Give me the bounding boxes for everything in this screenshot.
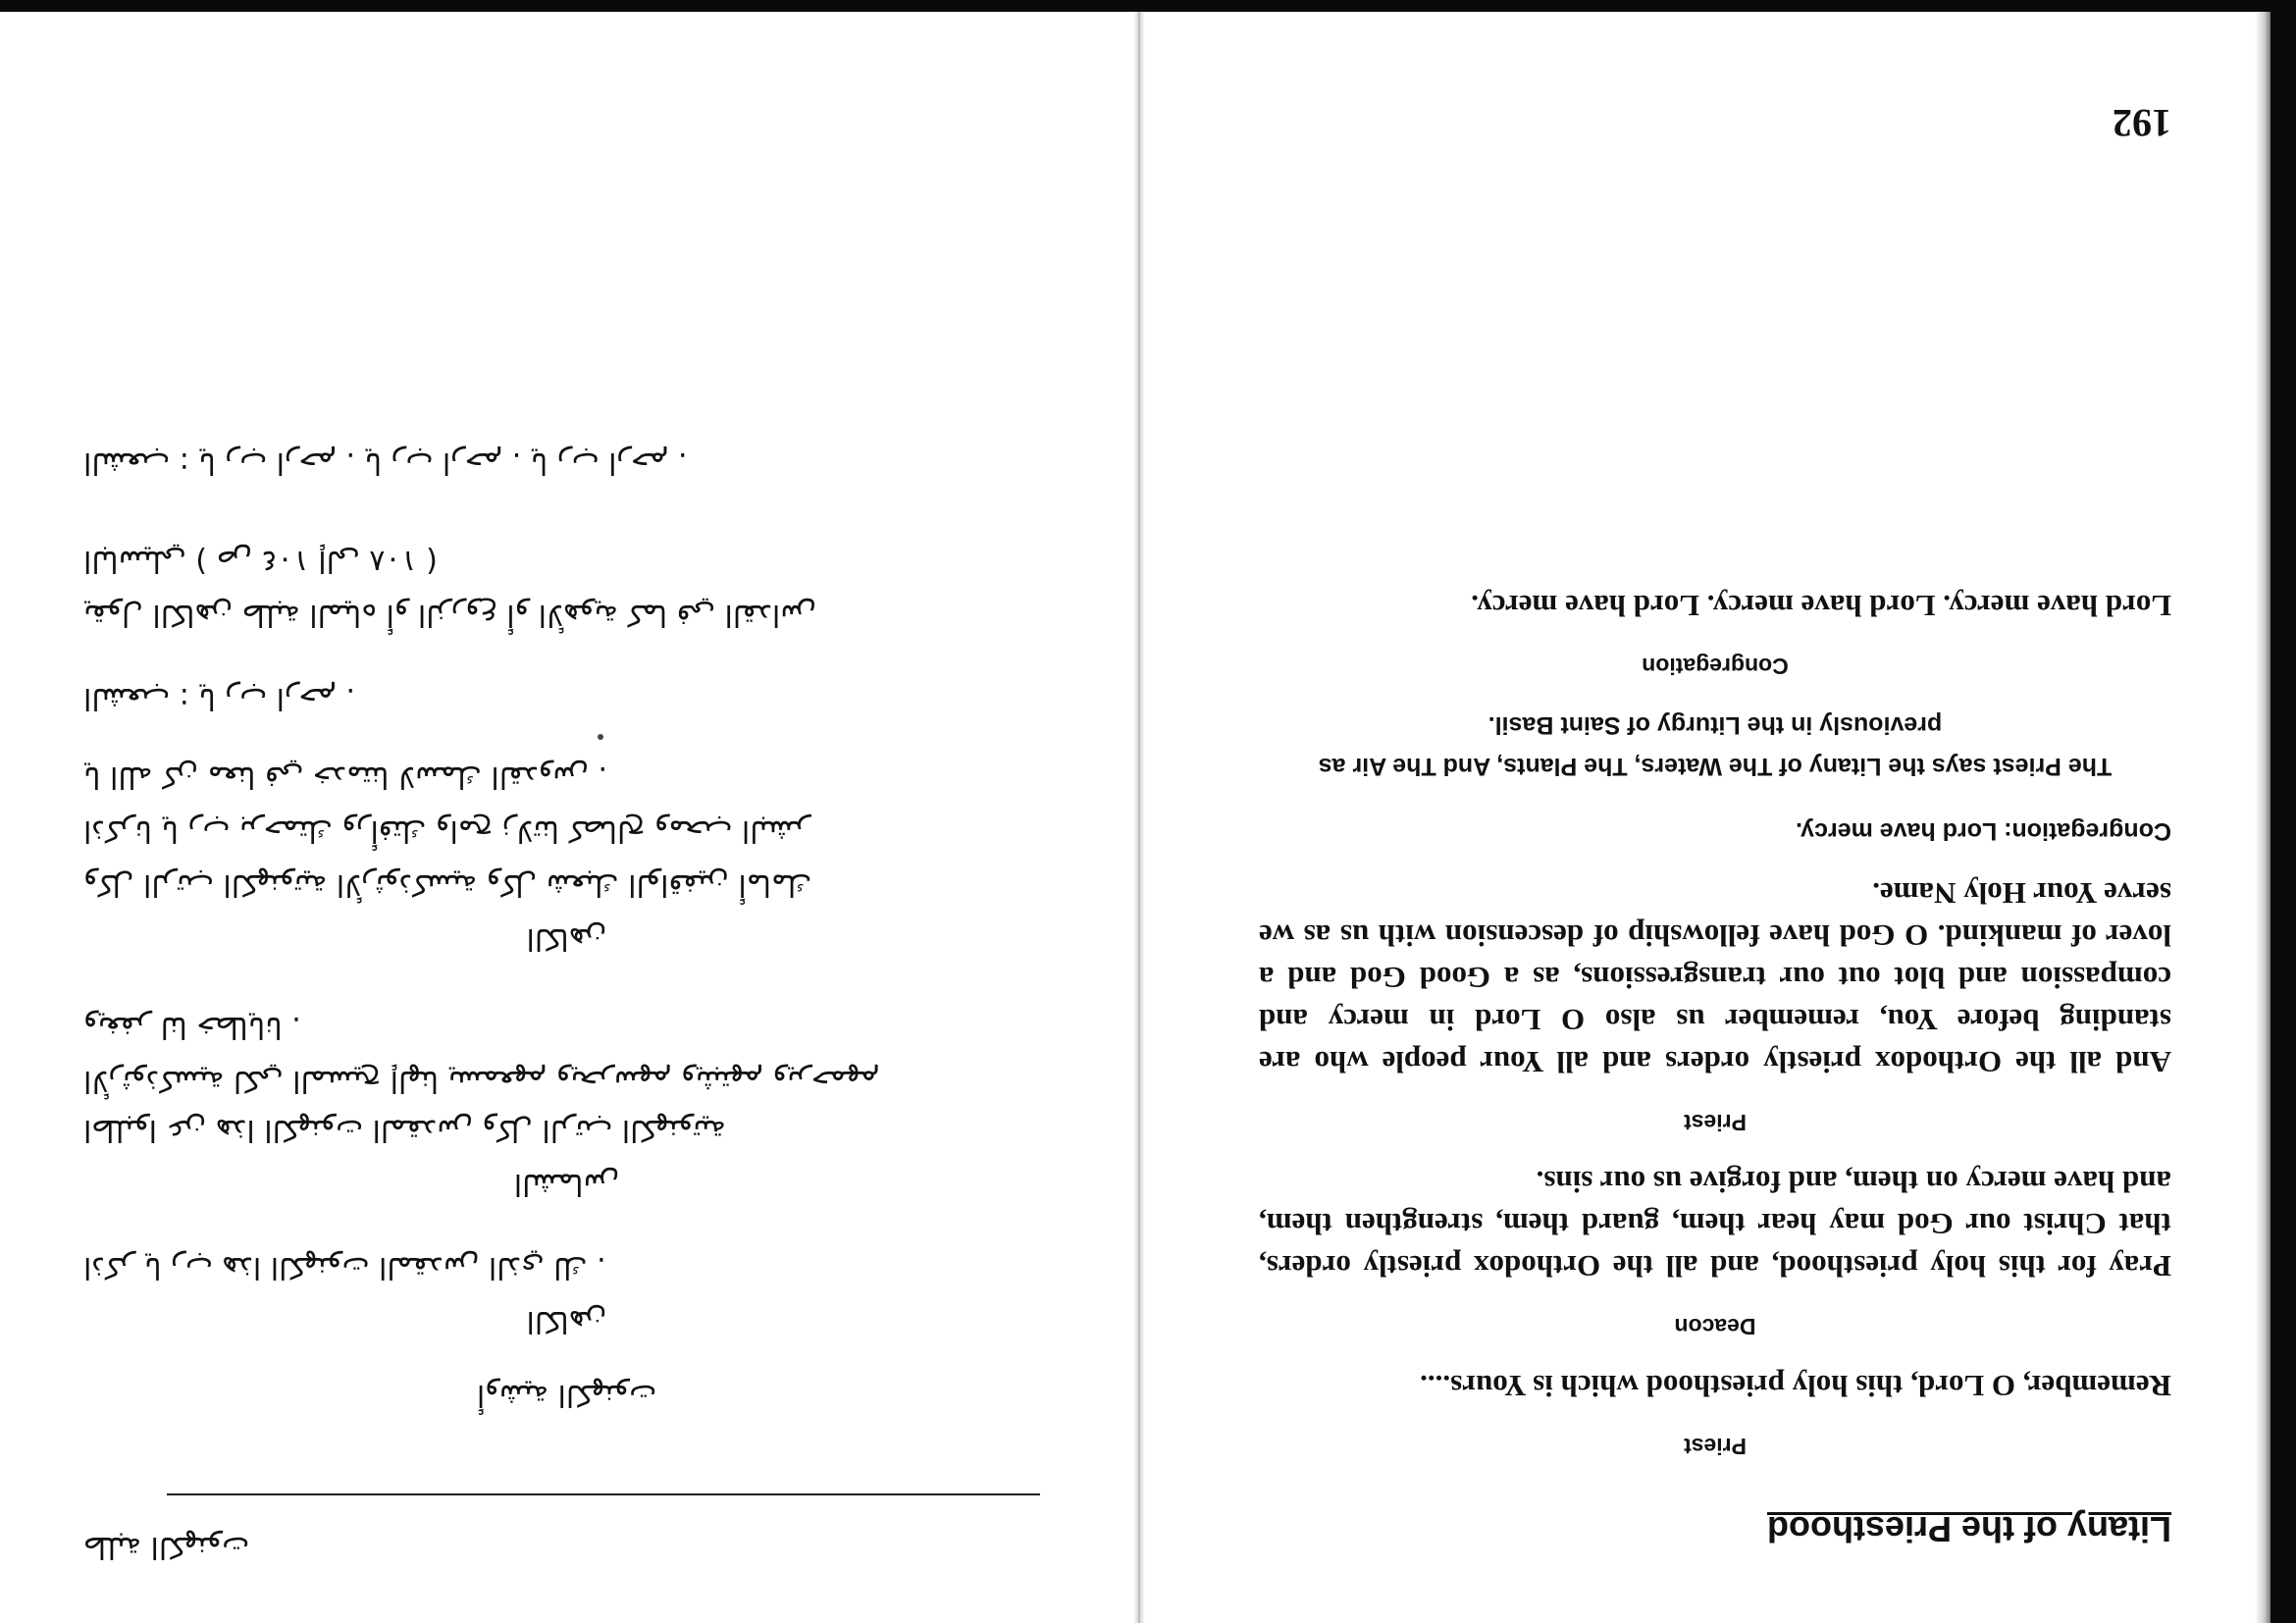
arabic-line: اطلبوا عن هذا الكهنوت المقدس وكل الرتب الكهنوتية — [83, 1113, 726, 1147]
congregation-response: Congregation: Lord have mercy. — [1796, 817, 2171, 845]
arabic-role-priest: الكاهن — [526, 1304, 607, 1338]
arabic-congregation-line: الشعب : يا رب ارحم . — [83, 681, 356, 715]
scan-right-border — [2270, 0, 2296, 1623]
priest-prayer: Remember, O Lord, this holy priesthood which is Yours.... — [1420, 1369, 2171, 1403]
arabic-subheading: أوشية الكهنوت — [476, 1378, 657, 1412]
page-title: Litany of the Priesthood — [1766, 1509, 2171, 1549]
role-heading-priest: Priest — [1684, 1110, 1747, 1135]
page-number: 192 — [2113, 101, 2171, 145]
arabic-rubric-line: يقول الكاهن طلبة المياه أو الزروع أو الأهوية كما في القداس — [83, 598, 816, 632]
arabic-line: اذكر يا رب هذا الكهنوت المقدس الذي لك . — [83, 1250, 606, 1284]
rubric-instruction: The Priest says the Litany of The Waters, The Plants, And The Air as previously in the Liturgy of Saint Basil. — [1318, 711, 2113, 780]
left-page-arabic — [0, 12, 1133, 1623]
book-spine-fold — [1133, 12, 1145, 1623]
arabic-line: الأرثوذكسية لكي المسيح إلهنا يسمعهم ويحرسهم ويثبتهم ويرحمهم — [83, 1064, 880, 1098]
arabic-line: ويغفر لنا خطايانا . — [83, 1010, 301, 1044]
scan-top-border — [0, 0, 2296, 12]
role-heading-priest: Priest — [1684, 1434, 1747, 1459]
arabic-role-priest: الكاهن — [526, 921, 607, 956]
priest-prayer: And all the Orthodox priestly orders and all Your people who are standing before You, remember us also O Lord in mercy and compassion and blot out our transgressions, as a Good God and a lover of mankind. O God have fellowship of descension with us as we serve Your Holy Name. — [1259, 876, 2171, 1079]
arabic-rubric-line: الباسيلي ( ص ١٠٤ إلى ١٠٨ ) — [83, 544, 438, 578]
arabic-heading: طلبة الكهنوت — [83, 1530, 250, 1564]
heading-rule — [167, 1493, 1040, 1495]
right-page-english — [1148, 12, 2252, 1623]
arabic-line: اذكرنا يا رب برحمتك ورأفتك وامح زلاتنا كصالح ومحب البشر — [83, 813, 810, 848]
scan-speck — [598, 734, 603, 740]
arabic-line: وكل الرتب الكهنوتية الأرثوذكسية وكل شعبك الواقفين أمامك — [83, 867, 812, 902]
arabic-line: يا الله كن معنا في خدمتنا لاسمك القدوس . — [83, 759, 607, 794]
deacon-prayer: Pray for this holy priesthood, and all the Orthodox priestly orders, that Christ our God may hear them, guard them, strengthen them, and have mercy on them, and forgive us our sins. — [1259, 1165, 2171, 1283]
role-heading-congregation: Congregation — [1642, 654, 1789, 679]
arabic-role-deacon: الشماس — [513, 1167, 620, 1201]
role-heading-deacon: Deacon — [1674, 1314, 1756, 1339]
arabic-final-response: الشعب : يا رب ارحم . يا رب ارحم . يا رب ارحم . — [83, 445, 688, 480]
final-response: Lord have mercy. Lord have mercy. Lord have mercy. — [1471, 589, 2171, 623]
page-edge-shadow — [2255, 12, 2270, 1623]
